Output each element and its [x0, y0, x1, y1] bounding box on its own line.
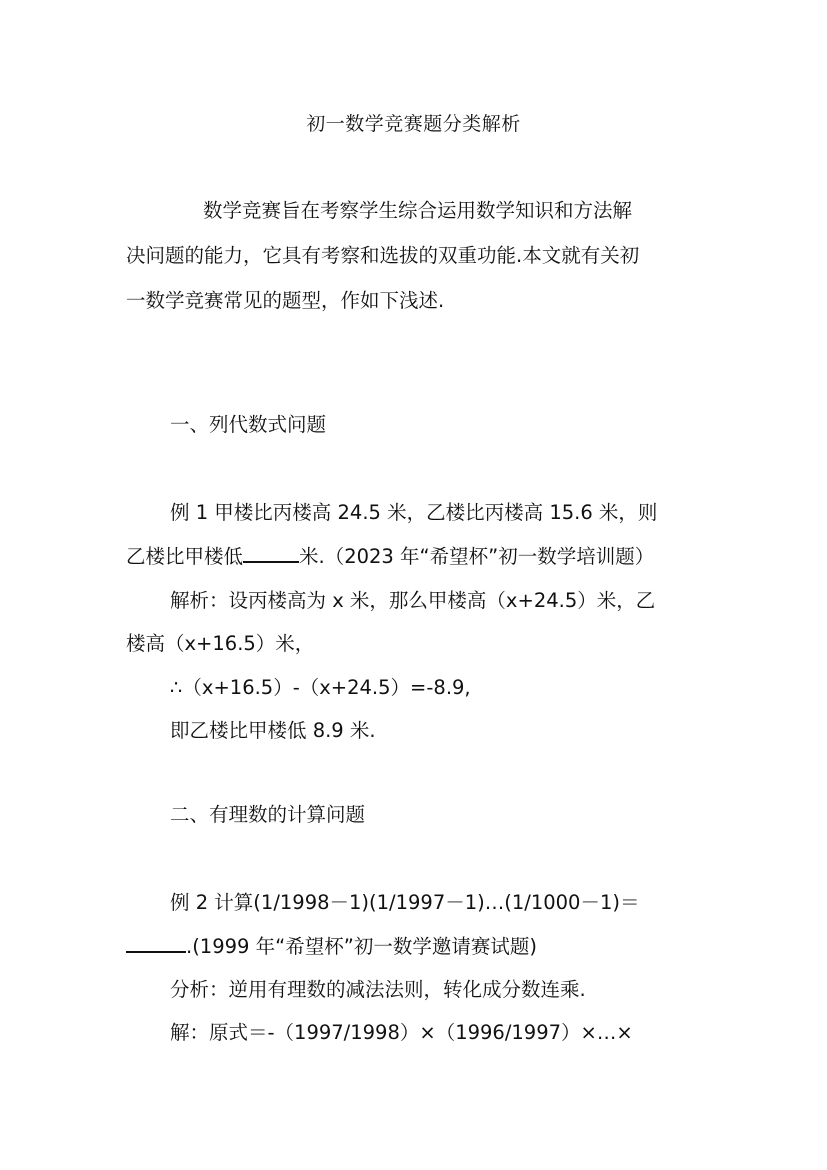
example1-line-1: 例 1 甲楼比丙楼高 24.5 米，乙楼比丙楼高 15.6 米，则 [170, 501, 658, 524]
example1-text-before-blank: 乙楼比甲楼低 [126, 545, 244, 568]
section2-heading: 二、有理数的计算问题 [170, 803, 366, 826]
example2-line-1: 例 2 计算(1/1998－1)(1/1997－1)…(1/1000－1)＝ [170, 891, 640, 914]
example1-solution-line-4: 即乙楼比甲楼低 8.9 米. [170, 719, 376, 742]
example2-solution: 解：原式＝-（1997/1998）×（1996/1997）×…× [170, 1021, 633, 1044]
document-title: 初一数学竞赛题分类解析 [306, 113, 521, 135]
example2-analysis: 分析：逆用有理数的减法法则，转化成分数连乘. [170, 978, 586, 1001]
example1-text-after-blank: 米.（2023 年“希望杯”初一数学培训题） [299, 545, 655, 568]
example1-solution-line-1: 解析：设丙楼高为 x 米，那么甲楼高（x+24.5）米，乙 [170, 589, 656, 612]
example1-solution-line-3: ∴（x+16.5）-（x+24.5）=-8.9, [170, 676, 471, 699]
answer-blank-1 [243, 541, 299, 563]
example1-solution-line-2: 楼高（x+16.5）米， [126, 632, 315, 655]
intro-line-3: 一数学竞赛常见的题型，作如下浅述. [126, 289, 445, 312]
example2-line-2 [126, 931, 537, 962]
section1-heading: 一、列代数式问题 [170, 413, 327, 436]
example1-line-2 [126, 541, 654, 572]
example2-text-after-blank: .(1999 年“希望杯”初一数学邀请赛试题) [186, 935, 537, 958]
intro-line-2: 决问题的能力，它具有考察和选拔的双重功能.本文就有关初 [126, 244, 640, 267]
answer-blank-2 [126, 931, 186, 953]
intro-line-1: 数学竞赛旨在考察学生综合运用数学知识和方法解 [203, 199, 633, 222]
